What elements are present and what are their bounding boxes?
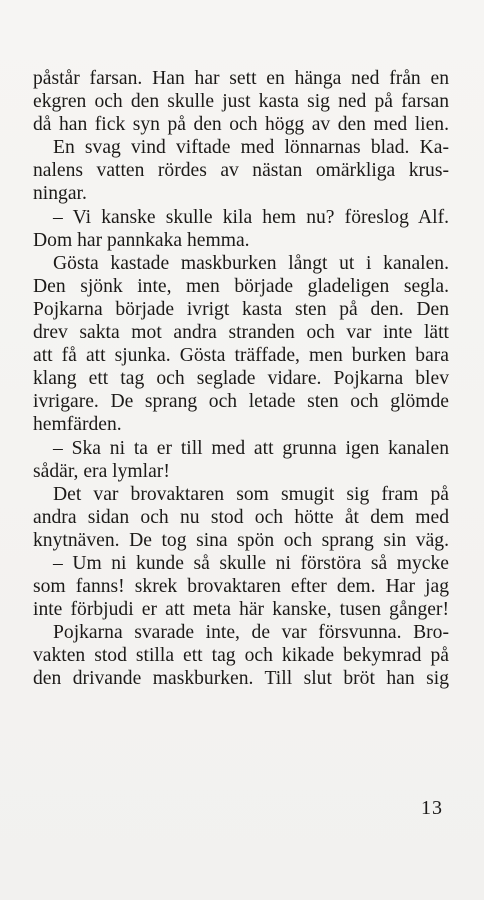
text-line: Den sjönk inte, men började gladeligen segla. — [33, 275, 449, 297]
text-line: ningar. — [33, 183, 87, 205]
text-line: då han fick syn på den och högg av den med lien. — [33, 114, 449, 136]
text-line: En svag vind viftade med lönnarnas blad. Ka- — [53, 137, 449, 159]
text-line: ekgren och den skulle just kasta sig ned på farsan — [33, 91, 449, 113]
text-line: sådär, era lymlar! — [33, 460, 170, 482]
text-line: – Vi kanske skulle kila hem nu? föreslog Alf. — [53, 206, 449, 228]
text-line: drev sakta mot andra stranden och var inte lätt — [33, 322, 449, 344]
text-line: att få att sjunka. Gösta träffade, men burken bara — [33, 345, 449, 367]
text-line: Det var brovaktaren som smugit sig fram på — [53, 483, 449, 505]
text-line: hemfärden. — [33, 414, 122, 436]
text-line: andra sidan och nu stod och hötte åt dem med — [33, 506, 449, 528]
text-line: nalens vatten rördes av nästan omärkliga krus- — [33, 160, 449, 182]
text-line: vakten stod stilla ett tag och kikade bekymrad på — [33, 645, 449, 667]
text-line: – Um ni kunde så skulle ni förstöra så mycke — [53, 552, 449, 574]
text-line: klang ett tag och seglade vidare. Pojkarna blev — [33, 368, 449, 390]
text-line: den drivande maskburken. Till slut bröt han sig — [33, 668, 449, 690]
text-line: Dom har pannkaka hemma. — [33, 229, 250, 251]
text-line: som fanns! skrek brovaktaren efter dem. Har jag — [33, 576, 449, 598]
body-text — [33, 67, 449, 691]
text-line: Gösta kastade maskburken långt ut i kanalen. — [53, 252, 449, 274]
text-line: påstår farsan. Han har sett en hänga ned från en — [33, 68, 449, 89]
text-line: knytnäven. De tog sina spön och sprang sin väg. — [33, 529, 449, 551]
text-line: inte förbjudi er att meta här kanske, tusen gånger! — [33, 599, 449, 621]
text-line: – Ska ni ta er till med att grunna igen kanalen — [53, 437, 449, 459]
text-line: ivrigare. De sprang och letade sten och glömde — [33, 391, 449, 413]
text-line: Pojkarna började ivrigt kasta sten på den. Den — [33, 298, 449, 320]
text-line: Pojkarna svarade inte, de var försvunna. Bro- — [53, 622, 449, 644]
page-number: 13 — [421, 797, 443, 819]
